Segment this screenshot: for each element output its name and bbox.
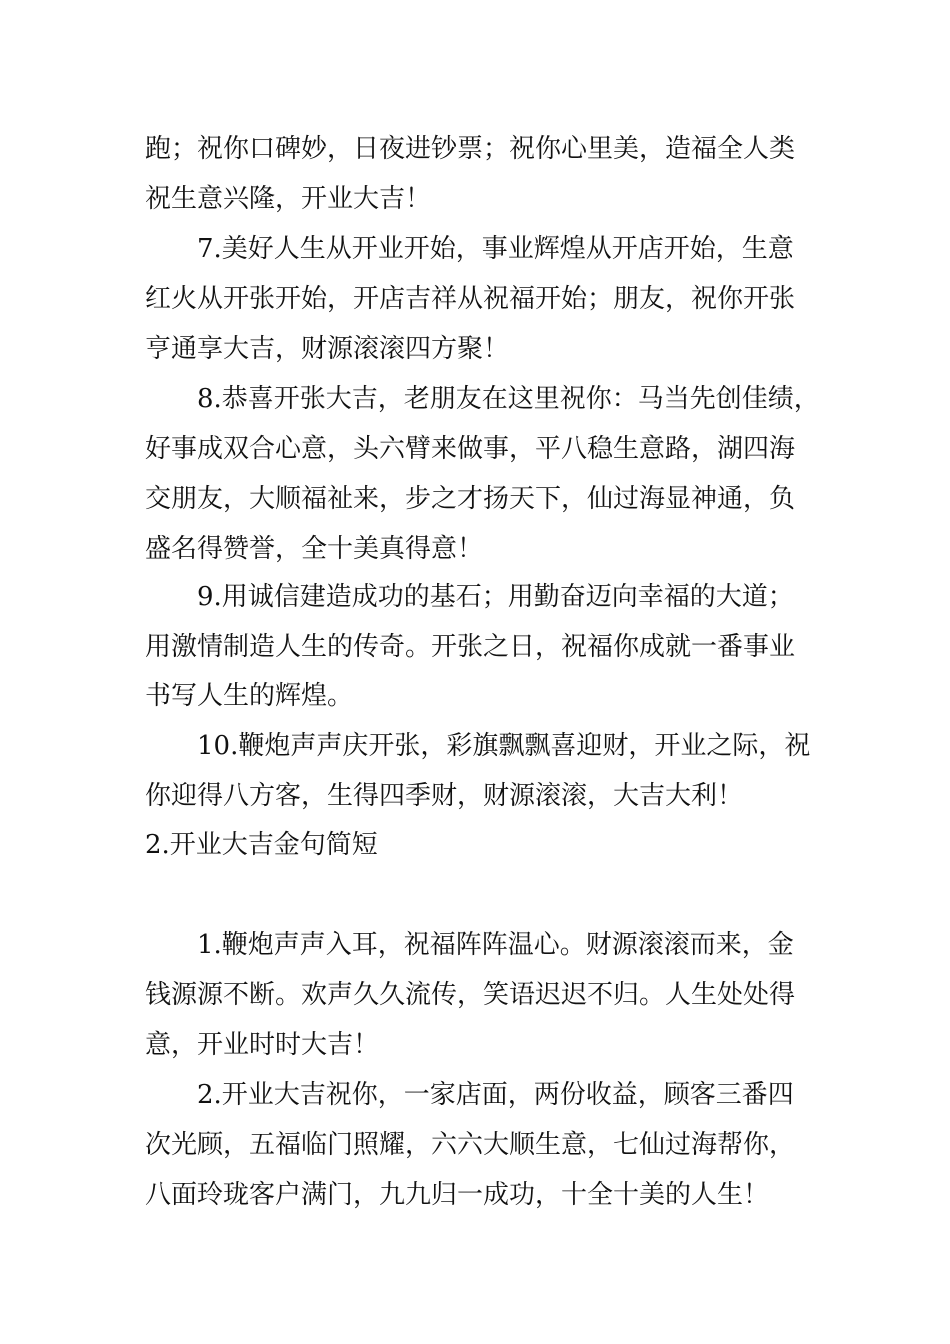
text-line: 红火从开张开始，开店吉祥从祝福开始；朋友，祝你开张: [145, 284, 796, 314]
text-line: 你迎得八方客，生得四季财，财源滚滚，大吉大利！: [145, 781, 744, 811]
text-line: 好事成双合心意，头六臂来做事，平八稳生意路，湖四海: [145, 434, 796, 464]
text-line: 亨通享大吉，财源滚滚四方聚！: [145, 334, 510, 364]
text-line: 钱源源不断。欢声久久流传，笑语迟迟不归。人生处处得: [145, 980, 796, 1010]
text-line: 次光顾，五福临门照耀，六六大顺生意，七仙过海帮你，: [145, 1130, 796, 1160]
text-line: 八面玲珑客户满门，九九归一成功，十全十美的人生！: [145, 1180, 770, 1210]
text-line: 交朋友，大顺福祉来，步之才扬天下，仙过海显神通，负: [145, 484, 796, 514]
text-line: 7.美好人生从开业开始，事业辉煌从开店开始，生意: [197, 234, 794, 264]
text-line: 2.开业大吉祝你，一家店面，两份收益，顾客三番四: [197, 1080, 794, 1110]
text-line: 跑；祝你口碑妙，日夜进钞票；祝你心里美，造福全人类: [145, 134, 796, 164]
text-line: 8.恭喜开张大吉，老朋友在这里祝你：马当先创佳绩，: [197, 384, 820, 414]
text-line: 用激情制造人生的传奇。开张之日，祝福你成就一番事业: [145, 632, 796, 662]
text-line: 9.用诚信建造成功的基石；用勤奋迈向幸福的大道；: [197, 582, 794, 612]
text-line: 意，开业时时大吉！: [145, 1030, 380, 1060]
text-line: 1.鞭炮声声入耳，祝福阵阵温心。财源滚滚而来，金: [197, 930, 794, 960]
text-line: 祝生意兴隆，开业大吉！: [145, 184, 432, 214]
text-line: 10.鞭炮声声庆开张，彩旗飘飘喜迎财，开业之际，祝: [197, 731, 811, 761]
text-line: 书写人生的辉煌。: [145, 681, 354, 711]
section-heading: 2.开业大吉金句简短: [145, 830, 378, 860]
text-line: 盛名得赞誉，全十美真得意！: [145, 534, 484, 564]
